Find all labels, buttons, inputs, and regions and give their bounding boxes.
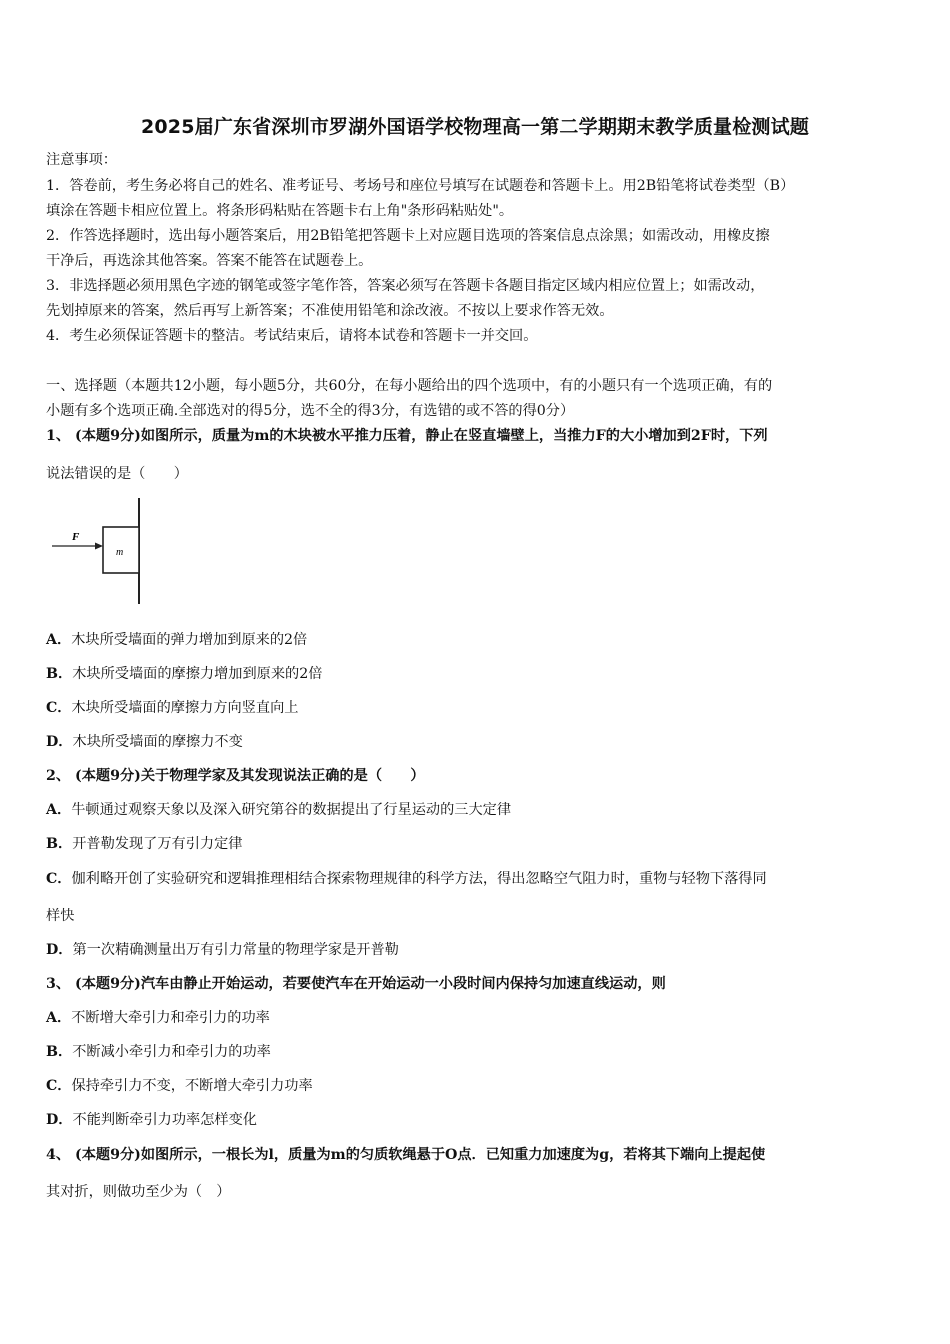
notice-heading: 注意事项： bbox=[46, 152, 117, 168]
notice-line: 1．答卷前，考生务必将自己的姓名、准考证号、考场号和座位号填写在试题卷和答题卡上。用2B铅笔将试卷类型（B） bbox=[46, 178, 795, 194]
question-2-option-c bbox=[46, 869, 767, 889]
option-key: A． bbox=[46, 1010, 72, 1026]
option-key: C． bbox=[46, 871, 72, 887]
option-key: D． bbox=[46, 1112, 73, 1128]
section-heading: 小题有多个选项正确.全部选对的得5分，选不全的得3分，有选错的或不答的得0分） bbox=[46, 403, 575, 419]
question-1-stem: 1、 (本题9分)如图所示，质量为m的木块被水平推力压着，静止在竖直墙壁上，当推力F的大小增加到2F时，下列 bbox=[46, 428, 768, 444]
question-1-option-c bbox=[46, 698, 299, 718]
option-text: 开普勒发现了万有引力定律 bbox=[72, 836, 243, 852]
question-2-option-b bbox=[46, 834, 242, 854]
notice-line: 3．非选择题必须用黑色字迹的钢笔或签字笔作答，答案必须写在答题卡各题目指定区域内相应位置上；如需改动， bbox=[46, 278, 765, 294]
section-heading: 一、选择题（本题共12小题，每小题5分，共60分，在每小题给出的四个选项中，有的小题只有一个选项正确，有的 bbox=[46, 378, 773, 394]
option-key: B． bbox=[46, 836, 73, 852]
option-text: 不断增大牵引力和牵引力的功率 bbox=[71, 1010, 270, 1026]
notice-line: 2．作答选择题时，选出每小题答案后，用2B铅笔把答题卡上对应题目选项的答案信息点涂黑；如需改动，用橡皮擦 bbox=[46, 228, 770, 244]
notice-line: 干净后，再选涂其他答案。答案不能答在试题卷上。 bbox=[46, 253, 373, 269]
notice-line: 4．考生必须保证答题卡的整洁。考试结束后，请将本试卷和答题卡一并交回。 bbox=[46, 328, 538, 344]
option-text: 木块所受墙面的摩擦力增加到原来的2倍 bbox=[72, 666, 323, 682]
force-label: F bbox=[72, 531, 80, 543]
option-text: 第一次精确测量出万有引力常量的物理学家是开普勒 bbox=[72, 942, 399, 958]
question-4-stem: 4、 (本题9分)如图所示，一根长为l，质量为m的匀质软绳悬于O点．已知重力加速度为g，若将其下端向上提起使 bbox=[46, 1147, 766, 1163]
notice-line: 填涂在答题卡相应位置上。将条形码粘贴在答题卡右上角"条形码粘贴处"。 bbox=[46, 203, 514, 219]
question-4-stem: 其对折，则做功至少为（ ） bbox=[46, 1184, 231, 1200]
option-key: A． bbox=[46, 802, 72, 818]
question-2-option-a bbox=[46, 800, 511, 820]
question-3-stem: 3、 (本题9分)汽车由静止开始运动，若要使汽车在开始运动一小段时间内保持匀加速直线运动，则 bbox=[46, 976, 666, 992]
question-2-option-d bbox=[46, 940, 399, 960]
question-2-option-c-cont: 样快 bbox=[46, 908, 75, 924]
option-key: B． bbox=[46, 1044, 73, 1060]
option-text: 木块所受墙面的摩擦力不变 bbox=[72, 734, 243, 750]
option-text: 牛顿通过观察天象以及深入研究第谷的数据提出了行星运动的三大定律 bbox=[71, 802, 512, 818]
option-text: 不能判断牵引力功率怎样变化 bbox=[72, 1112, 257, 1128]
question-3-option-b bbox=[46, 1042, 271, 1062]
question-3-option-a bbox=[46, 1008, 270, 1028]
force-arrowhead bbox=[95, 543, 103, 550]
notice-line: 先划掉原来的答案，然后再写上新答案；不准使用铅笔和涂改液。不按以上要求作答无效。 bbox=[46, 303, 614, 319]
option-key: B． bbox=[46, 666, 73, 682]
option-key: C． bbox=[46, 1078, 72, 1094]
page-title: 2025届广东省深圳市罗湖外国语学校物理高一第二学期期末教学质量检测试题 bbox=[140, 116, 810, 138]
option-text: 伽利略开创了实验研究和逻辑推理相结合探索物理规律的科学方法，得出忽略空气阻力时，重物与轻物下落得同 bbox=[71, 871, 767, 887]
option-text: 木块所受墙面的摩擦力方向竖直向上 bbox=[71, 700, 299, 716]
option-key: D． bbox=[46, 942, 73, 958]
question-1-option-d bbox=[46, 732, 243, 752]
option-text: 木块所受墙面的弹力增加到原来的2倍 bbox=[71, 632, 308, 648]
option-key: C． bbox=[46, 700, 72, 716]
option-text: 保持牵引力不变，不断增大牵引力功率 bbox=[71, 1078, 313, 1094]
question-1-stem: 说法错误的是（ ） bbox=[46, 466, 188, 482]
option-key: A． bbox=[46, 632, 72, 648]
option-text: 不断减小牵引力和牵引力的功率 bbox=[72, 1044, 271, 1060]
mass-label: m bbox=[116, 547, 124, 558]
question-1-figure bbox=[44, 494, 146, 606]
option-key: D． bbox=[46, 734, 73, 750]
question-1-option-b bbox=[46, 664, 322, 684]
question-1-option-a bbox=[46, 630, 307, 650]
question-2-stem: 2、 (本题9分)关于物理学家及其发现说法正确的是（ ） bbox=[46, 768, 425, 784]
question-3-option-d bbox=[46, 1110, 257, 1130]
question-3-option-c bbox=[46, 1076, 313, 1096]
